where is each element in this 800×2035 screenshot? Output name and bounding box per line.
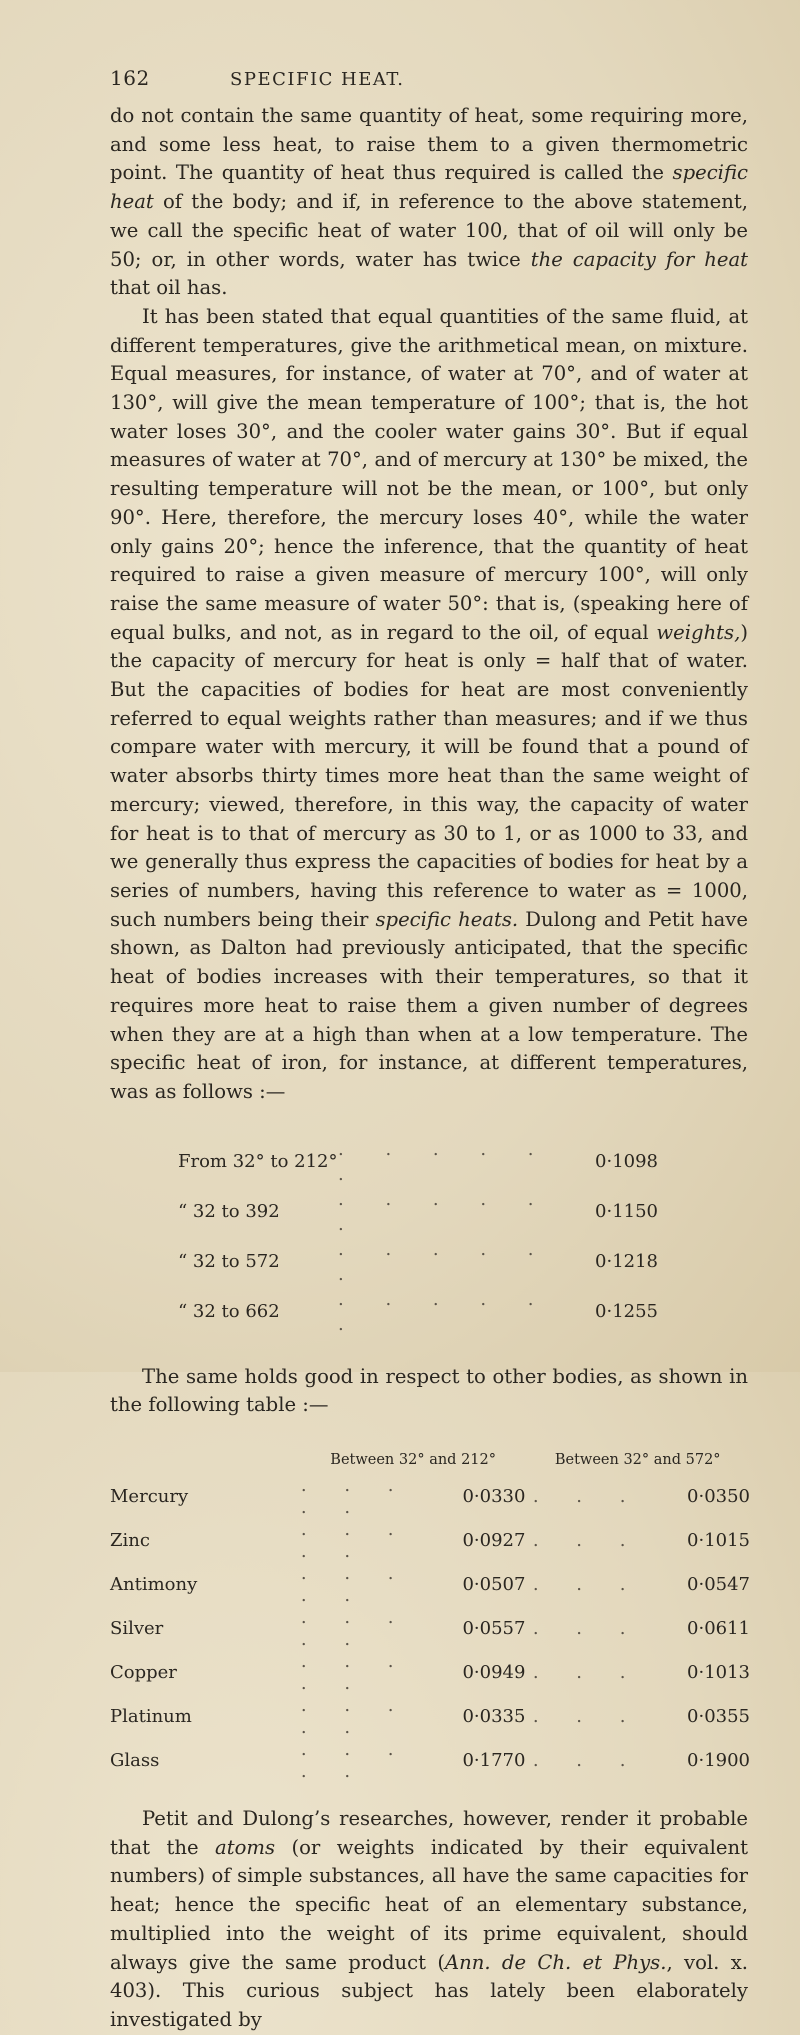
- body-text: [110, 102, 748, 2035]
- para1-text-a: do not contain the same quantity of heat, some requiring more, and some less heat, to raise them to a given thermometric point. The quantity of heat thus required is called the: [110, 104, 748, 185]
- value-572: 0·1900: [687, 1750, 750, 1772]
- col1-header: Between 32° and 212°: [330, 1452, 496, 1469]
- leader-dots: . . .: [532, 1750, 642, 1772]
- table-row: [110, 1739, 750, 1783]
- paragraph-2: [110, 303, 748, 1107]
- value-212: 0·1770: [462, 1750, 526, 1772]
- value-212: 0·0335: [462, 1706, 526, 1728]
- substance-name: Mercury: [110, 1486, 189, 1508]
- substance-name: Copper: [110, 1662, 177, 1684]
- leader-dots: . . . . .: [300, 1475, 410, 1519]
- table-row: [110, 1651, 750, 1695]
- value-572: 0·0547: [687, 1574, 750, 1596]
- leader-dots: . . .: [532, 1618, 642, 1640]
- para2-italic-d: specific heats.: [375, 907, 519, 931]
- para4-italic-d: Ann. de Ch. et Phys.: [444, 1950, 667, 1974]
- running-title: SPECIFIC HEAT.: [230, 69, 405, 90]
- paragraph-4: [110, 1805, 748, 2035]
- value-212: 0·0927: [462, 1530, 526, 1552]
- para4-text-c: (or weights indicated by their equivalent numbers) of simple substances, all have the same capacities for heat; hence the specific heat of an elementary substance, multiplied into the weight of its prime equivalent, should always give the same product (: [110, 1835, 748, 1974]
- para1-text-e: that oil has.: [110, 276, 228, 300]
- substance-name: Antimony: [110, 1574, 198, 1596]
- table-row: [110, 1563, 750, 1607]
- paragraph-3: The same holds good in respect to other bodies, as shown in the following table :—: [110, 1364, 748, 1417]
- value-572: 0·1015: [687, 1530, 750, 1552]
- para2-italic-b: weights,: [656, 620, 741, 644]
- leader-dots: . . .: [532, 1486, 642, 1508]
- substance-name: Platinum: [110, 1706, 192, 1728]
- leader-dots: . . . . .: [300, 1519, 410, 1563]
- paragraph-1: [110, 102, 748, 303]
- iron-specific-heat-table: [178, 1137, 658, 1337]
- leader-dots: . . . . .: [300, 1607, 410, 1651]
- value-212: 0·0557: [462, 1618, 526, 1640]
- leader-dots: . . .: [532, 1574, 642, 1596]
- leader-dots: . . .: [532, 1530, 642, 1552]
- col2-header: Between 32° and 572°: [554, 1452, 721, 1469]
- table-row: “ 32 to 392 . . . . . . 0·1150: [178, 1188, 658, 1235]
- para4-text-e: , vol. x. 403). This curious subject has lately been elaborately investigated by: [110, 1950, 748, 2031]
- para2-text-a: It has been stated that equal quantities of the same fluid, at different temperatures, give the arithmetical mean, on mixture. Equal measures, for instance, of water at 70°, and of water at 130°, will give the mean temperature of 100°; that is, the hot water loses 30°, and the cooler water gains 30°. But if equal measures of water at 70°, and of mercury at 130° be mixed, the resulting temperature will not be the mean, or 100°, but only 90°. Here, therefore, the mercury loses 40°, while the water only gains 20°; hence the inference, that the quantity of heat required to raise a given measure of mercury 100°, will only raise the same measure of water 50°: that is, (speaking here of equal bulks, and not, as in regard to the oil, of equal: [110, 304, 748, 644]
- value-212: 0·0949: [462, 1662, 526, 1684]
- para4-italic-b: atoms: [215, 1835, 276, 1859]
- para1-text-c: of the body; and if, in reference to the above statement, we call the specific heat of water 100, that of oil will only be 50; or, in other words, water has twice: [110, 190, 748, 271]
- para2-text-c: ) the capacity of mercury for heat is only = half that of water. But the capacities of bodies for heat are most conveniently referred to equal weights rather than measures; and if we thus compare water with mercury, it will be found that a pound of water absorbs thirty times more heat than the same weight of mercury; viewed, therefore, in this way, the capacity of water for heat is to that of mercury as 30 to 1, or as 1000 to 33, and we generally thus express the capacities of bodies for heat by a series of numbers, having this reference to water as = 1000, such numbers being their: [110, 620, 748, 931]
- para1-italic-d: the capacity for heat: [530, 247, 749, 271]
- leader-dots: . . . . .: [300, 1739, 410, 1783]
- para1-italic-b: specific heat: [110, 161, 748, 214]
- value-572: 0·0611: [687, 1618, 750, 1640]
- para2-text-e: Dulong and Petit have shown, as Dalton had previously anticipated, that the specific heat of bodies increases with their temperatures, so that it requires more heat to raise them a given number of degrees when they are at a high than when at a low temperature. The specific heat of iron, for instance, at different temperatures, was as follows :—: [110, 907, 748, 1103]
- table-header-row: [110, 1448, 750, 1475]
- leader-dots: . . . . .: [300, 1651, 410, 1695]
- value-572: 0·0355: [687, 1706, 750, 1728]
- substance-name: Glass: [110, 1750, 160, 1772]
- substance-name: Silver: [110, 1618, 164, 1640]
- table-row: “ 32 to 662 . . . . . . 0·1255: [178, 1288, 658, 1335]
- leader-dots: . . . . .: [300, 1563, 410, 1607]
- table-row: “ 32 to 572 . . . . . . 0·1218: [178, 1238, 658, 1285]
- value-212: 0·0330: [462, 1486, 526, 1508]
- table-row: [110, 1475, 750, 1519]
- table-row: From 32° to 212° . . . . . . 0·1098: [178, 1138, 658, 1185]
- page-number: 162: [110, 66, 150, 90]
- value-212: 0·0507: [462, 1574, 526, 1596]
- table-row: [110, 1519, 750, 1563]
- bodies-specific-heat-table: [110, 1448, 750, 1783]
- leader-dots: . . .: [532, 1662, 642, 1684]
- table-row: [110, 1607, 750, 1651]
- para4-text-a: Petit and Dulong’s researches, however, render it probable that the: [110, 1807, 748, 1859]
- substance-name: Zinc: [110, 1530, 150, 1552]
- leader-dots: . . .: [532, 1706, 642, 1728]
- value-572: 0·1013: [687, 1662, 750, 1684]
- page-header: [110, 66, 748, 90]
- leader-dots: . . . . .: [300, 1695, 410, 1739]
- table-row: [110, 1695, 750, 1739]
- value-572: 0·0350: [687, 1486, 750, 1508]
